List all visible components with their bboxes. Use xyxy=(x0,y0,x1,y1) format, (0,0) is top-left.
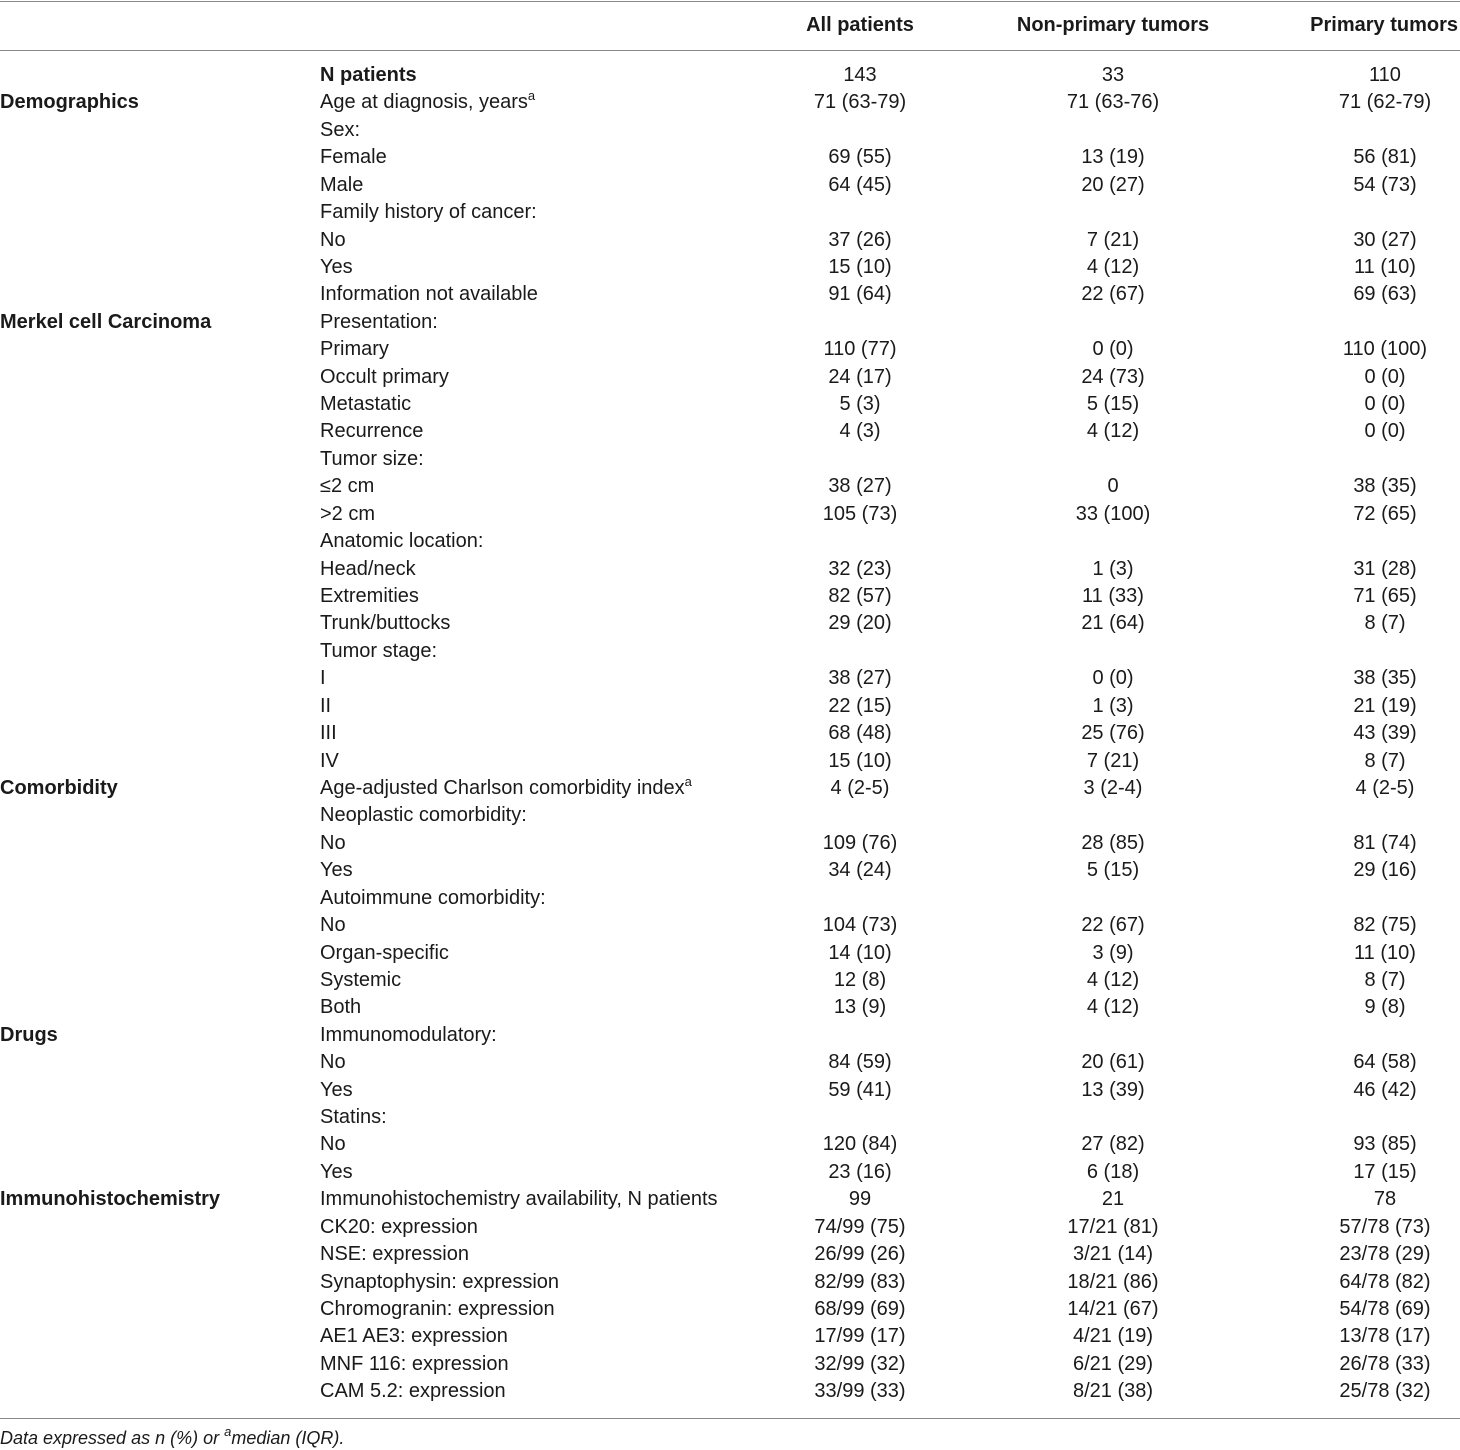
table-row xyxy=(0,748,1460,775)
cell-non-primary: 1 (3) xyxy=(1092,694,1134,717)
cell-all-patients: 82/99 (83) xyxy=(814,1270,906,1293)
row-label-text: Synaptophysin: expression xyxy=(320,1270,560,1293)
cell-non-primary: 3 (9) xyxy=(1092,941,1134,964)
cell-primary: 26/78 (33) xyxy=(1339,1352,1431,1375)
cell-non-primary: 28 (85) xyxy=(1081,831,1145,854)
row-label xyxy=(320,309,438,336)
row-label xyxy=(320,364,449,391)
cell-non-primary: 71 (63-76) xyxy=(1066,91,1160,114)
row-label-text: No xyxy=(320,831,346,854)
table-row xyxy=(0,1077,1460,1104)
cell-all-patients: 26/99 (26) xyxy=(814,1243,906,1266)
table-row xyxy=(0,940,1460,967)
cell-primary: 64 (58) xyxy=(1353,1051,1417,1074)
cell-non-primary: 20 (61) xyxy=(1081,1051,1145,1074)
cell-primary: 23/78 (29) xyxy=(1339,1243,1431,1266)
table-row xyxy=(0,199,1460,226)
cell-primary: 38 (35) xyxy=(1353,667,1417,690)
cell-primary: 82 (75) xyxy=(1353,914,1417,937)
table-row xyxy=(0,336,1460,363)
row-label xyxy=(320,1241,469,1268)
table-row xyxy=(0,1131,1460,1158)
table-row xyxy=(0,583,1460,610)
table-row xyxy=(0,1049,1460,1076)
footnote-superscript: a xyxy=(224,1424,232,1439)
row-label-text: Yes xyxy=(320,255,353,278)
cell-all-patients: 99 xyxy=(848,1188,872,1211)
cell-primary: 25/78 (32) xyxy=(1339,1380,1431,1403)
cell-non-primary: 0 (0) xyxy=(1092,338,1134,361)
cell-non-primary: 22 (67) xyxy=(1081,914,1145,937)
table-row xyxy=(0,172,1460,199)
cell-all-patients: 29 (20) xyxy=(828,612,892,635)
row-label-text: N patients xyxy=(320,64,417,86)
cell-non-primary: 17/21 (81) xyxy=(1067,1215,1159,1238)
table-row xyxy=(0,775,1460,802)
row-label xyxy=(320,473,374,500)
row-label xyxy=(320,1214,478,1241)
cell-non-primary: 6 (18) xyxy=(1086,1160,1140,1183)
table-row xyxy=(0,1296,1460,1323)
row-label-text: III xyxy=(320,722,337,745)
row-label xyxy=(320,912,346,939)
cell-all-patients: 64 (45) xyxy=(828,173,892,196)
row-label-text: Neoplastic comorbidity: xyxy=(320,804,527,827)
cell-all-patients: 4 (2-5) xyxy=(830,776,890,799)
cell-non-primary: 20 (27) xyxy=(1081,173,1145,196)
row-label xyxy=(320,336,389,363)
cell-non-primary: 3/21 (14) xyxy=(1072,1243,1154,1266)
cell-non-primary: 21 (64) xyxy=(1081,612,1145,635)
cell-all-patients: 120 (84) xyxy=(822,1133,898,1156)
cell-all-patients: 71 (63-79) xyxy=(813,91,907,114)
row-label-text: >2 cm xyxy=(320,502,376,525)
header-all-patients: All patients xyxy=(806,14,914,36)
cell-primary: 57/78 (73) xyxy=(1339,1215,1431,1238)
cell-non-primary: 7 (21) xyxy=(1086,749,1140,772)
cell-non-primary: 22 (67) xyxy=(1081,283,1145,306)
row-label-text: Tumor stage: xyxy=(320,639,438,662)
row-label-text: Organ-specific xyxy=(320,941,449,964)
cell-primary: 0 (0) xyxy=(1364,393,1406,416)
table-row xyxy=(0,446,1460,473)
cell-primary: 69 (63) xyxy=(1353,283,1417,306)
table-row xyxy=(0,1351,1460,1378)
row-label xyxy=(320,281,538,308)
row-label-text: Both xyxy=(320,996,362,1019)
row-label xyxy=(320,1131,346,1158)
row-label-text: No xyxy=(320,228,346,251)
cell-primary: 17 (15) xyxy=(1353,1160,1417,1183)
table-row xyxy=(0,1378,1460,1405)
row-label xyxy=(320,1022,497,1049)
table-row xyxy=(0,501,1460,528)
row-label-text: Anatomic location: xyxy=(320,530,484,553)
row-label-text: Presentation: xyxy=(320,310,438,333)
row-label xyxy=(320,775,692,802)
cell-all-patients: 91 (64) xyxy=(828,283,892,306)
cell-non-primary: 25 (76) xyxy=(1081,722,1145,745)
cell-primary: 11 (10) xyxy=(1354,941,1416,964)
cell-non-primary: 18/21 (86) xyxy=(1067,1270,1159,1293)
table-row xyxy=(0,62,1460,89)
cell-primary: 81 (74) xyxy=(1353,831,1417,854)
table-row xyxy=(0,638,1460,665)
header-primary-tumors: Primary tumors xyxy=(1310,14,1458,36)
cell-all-patients: 110 (77) xyxy=(823,338,897,361)
table-row xyxy=(0,144,1460,171)
cell-non-primary: 11 (33) xyxy=(1082,585,1144,608)
table-row xyxy=(0,473,1460,500)
row-label-text: Yes xyxy=(320,1078,353,1101)
cell-non-primary: 3 (2-4) xyxy=(1083,776,1143,799)
row-label xyxy=(320,665,326,692)
table-row xyxy=(0,1241,1460,1268)
row-label xyxy=(320,418,423,445)
section-label: Comorbidity xyxy=(0,776,118,799)
cell-all-patients: 33/99 (33) xyxy=(814,1380,906,1403)
row-label xyxy=(320,940,449,967)
table-row xyxy=(0,802,1460,829)
row-label xyxy=(320,556,416,583)
cell-non-primary: 13 (19) xyxy=(1081,146,1145,169)
row-label-text: No xyxy=(320,1051,346,1074)
row-label-text: Extremities xyxy=(320,585,419,608)
cell-primary: 11 (10) xyxy=(1354,255,1416,278)
row-label xyxy=(320,1186,718,1213)
cell-non-primary: 21 xyxy=(1101,1188,1125,1211)
table-row xyxy=(0,254,1460,281)
cell-primary: 43 (39) xyxy=(1353,722,1417,745)
table-row xyxy=(0,1214,1460,1241)
table-footnote xyxy=(0,1424,345,1449)
row-label-text: NSE: expression xyxy=(320,1243,469,1266)
cell-non-primary: 13 (39) xyxy=(1081,1078,1145,1101)
table-row xyxy=(0,610,1460,637)
cell-all-patients: 82 (57) xyxy=(828,585,892,608)
row-label-superscript: a xyxy=(527,88,536,104)
row-label xyxy=(320,254,353,281)
table-row xyxy=(0,967,1460,994)
cell-all-patients: 4 (3) xyxy=(839,420,881,443)
cell-non-primary: 4 (12) xyxy=(1086,996,1140,1019)
table-header-rule xyxy=(0,50,1460,51)
cell-non-primary: 27 (82) xyxy=(1081,1133,1145,1156)
row-label xyxy=(320,720,337,747)
table-row xyxy=(0,309,1460,336)
cell-primary: 8 (7) xyxy=(1364,968,1406,991)
cell-all-patients: 34 (24) xyxy=(828,859,892,882)
cell-all-patients: 37 (26) xyxy=(828,228,892,251)
cell-primary: 72 (65) xyxy=(1353,502,1417,525)
row-label-text: Age at diagnosis, years xyxy=(320,91,528,114)
row-label-text: Immunomodulatory: xyxy=(320,1023,497,1046)
row-label xyxy=(320,446,424,473)
cell-primary: 13/78 (17) xyxy=(1339,1325,1431,1348)
cell-all-patients: 84 (59) xyxy=(828,1051,892,1074)
table-row xyxy=(0,857,1460,884)
cell-non-primary: 24 (73) xyxy=(1081,365,1145,388)
cell-all-patients: 68/99 (69) xyxy=(814,1297,906,1320)
row-label-superscript: a xyxy=(684,773,692,789)
table-row xyxy=(0,528,1460,555)
row-label-text: I xyxy=(320,667,326,690)
table-row xyxy=(0,1186,1460,1213)
cell-non-primary: 4/21 (19) xyxy=(1072,1325,1154,1348)
table-row xyxy=(0,364,1460,391)
row-label-text: Tumor size: xyxy=(320,447,424,470)
cell-non-primary: 7 (21) xyxy=(1086,228,1140,251)
table-row xyxy=(0,418,1460,445)
table-row xyxy=(0,830,1460,857)
cell-non-primary: 33 (100) xyxy=(1075,502,1151,525)
row-label-text: Trunk/buttocks xyxy=(320,612,451,635)
row-label-text: Yes xyxy=(320,859,353,882)
cell-primary: 110 (100) xyxy=(1342,338,1428,361)
cell-all-patients: 59 (41) xyxy=(828,1078,892,1101)
row-label xyxy=(320,89,535,116)
table-row xyxy=(0,281,1460,308)
footnote-suffix: median (IQR). xyxy=(231,1428,345,1448)
row-label xyxy=(320,967,401,994)
row-label xyxy=(320,1323,508,1350)
row-label xyxy=(320,994,361,1021)
row-label xyxy=(320,1049,346,1076)
cell-all-patients: 14 (10) xyxy=(828,941,892,964)
cell-primary: 46 (42) xyxy=(1353,1078,1417,1101)
row-label xyxy=(320,227,346,254)
row-label xyxy=(320,1378,506,1405)
cell-non-primary: 4 (12) xyxy=(1086,968,1140,991)
cell-all-patients: 23 (16) xyxy=(828,1160,892,1183)
row-label-text: Head/neck xyxy=(320,557,416,580)
cell-non-primary: 8/21 (38) xyxy=(1072,1380,1154,1403)
row-label-text: Yes xyxy=(320,1160,353,1183)
cell-all-patients: 38 (27) xyxy=(828,667,892,690)
row-label-text: Statins: xyxy=(320,1106,387,1129)
row-label xyxy=(320,199,537,226)
row-label-text: Sex: xyxy=(320,118,361,141)
table-row xyxy=(0,693,1460,720)
row-label xyxy=(320,144,387,171)
row-label xyxy=(320,1104,387,1131)
row-label xyxy=(320,62,417,89)
row-label-text: IV xyxy=(320,749,339,772)
row-label-text: Family history of cancer: xyxy=(320,201,537,224)
cell-primary: 30 (27) xyxy=(1353,228,1417,251)
cell-primary: 64/78 (82) xyxy=(1339,1270,1431,1293)
row-label-text: Occult primary xyxy=(320,365,449,388)
row-label xyxy=(320,638,437,665)
row-label xyxy=(320,501,375,528)
table-row xyxy=(0,665,1460,692)
row-label-text: Age-adjusted Charlson comorbidity index xyxy=(320,776,685,799)
row-label xyxy=(320,610,450,637)
row-label-text: Recurrence xyxy=(320,420,424,443)
table-row xyxy=(0,117,1460,144)
row-label xyxy=(320,583,419,610)
cell-non-primary: 33 xyxy=(1101,64,1125,86)
table-row xyxy=(0,1159,1460,1186)
row-label xyxy=(320,857,353,884)
cell-primary: 4 (2-5) xyxy=(1355,776,1415,799)
footnote-prefix: Data expressed as n (%) or xyxy=(0,1428,225,1448)
cell-all-patients: 15 (10) xyxy=(828,255,892,278)
cell-all-patients: 24 (17) xyxy=(828,365,892,388)
cell-primary: 54 (73) xyxy=(1353,173,1417,196)
cell-all-patients: 5 (3) xyxy=(839,393,881,416)
cell-all-patients: 104 (73) xyxy=(822,914,898,937)
section-label: Immunohistochemistry xyxy=(0,1188,221,1211)
row-label xyxy=(320,1159,353,1186)
table-row xyxy=(0,391,1460,418)
row-label-text: No xyxy=(320,1133,346,1156)
cell-primary: 78 xyxy=(1373,1188,1397,1211)
cell-all-patients: 74/99 (75) xyxy=(814,1215,906,1238)
cell-non-primary: 0 xyxy=(1107,475,1119,498)
cell-all-patients: 32 (23) xyxy=(828,557,892,580)
cell-primary: 8 (7) xyxy=(1364,612,1406,635)
row-label xyxy=(320,1351,509,1378)
cell-primary: 8 (7) xyxy=(1364,749,1406,772)
row-label xyxy=(320,1077,353,1104)
row-label xyxy=(320,1269,559,1296)
table-row xyxy=(0,1323,1460,1350)
row-label-text: Female xyxy=(320,146,387,169)
row-label xyxy=(320,172,363,199)
header-non-primary-tumors: Non-primary tumors xyxy=(1016,14,1210,36)
cell-non-primary: 1 (3) xyxy=(1092,557,1134,580)
row-label-text: No xyxy=(320,914,346,937)
row-label xyxy=(320,391,411,418)
table-row xyxy=(0,1269,1460,1296)
table-row xyxy=(0,994,1460,1021)
cell-all-patients: 68 (48) xyxy=(828,722,892,745)
cell-all-patients: 32/99 (32) xyxy=(814,1352,906,1375)
table-row xyxy=(0,556,1460,583)
table-row xyxy=(0,720,1460,747)
table-row xyxy=(0,89,1460,116)
cell-all-patients: 109 (76) xyxy=(822,831,898,854)
section-label: Merkel cell Carcinoma xyxy=(0,310,212,333)
row-label-text: CAM 5.2: expression xyxy=(320,1380,506,1403)
cell-non-primary: 0 (0) xyxy=(1092,667,1134,690)
cell-primary: 110 xyxy=(1369,64,1401,86)
row-label xyxy=(320,748,339,775)
table-row xyxy=(0,227,1460,254)
cell-all-patients: 143 xyxy=(843,64,877,86)
row-label-text: II xyxy=(320,694,332,717)
row-label-text: Systemic xyxy=(320,968,402,991)
table-body xyxy=(0,62,1460,1406)
row-label xyxy=(320,1296,555,1323)
row-label-text: Immunohistochemistry availability, N patients xyxy=(320,1188,718,1211)
row-label xyxy=(320,830,346,857)
table-bottom-rule xyxy=(0,1418,1460,1419)
row-label xyxy=(320,802,527,829)
row-label xyxy=(320,693,331,720)
row-label-text: Chromogranin: expression xyxy=(320,1297,555,1320)
cell-non-primary: 14/21 (67) xyxy=(1067,1297,1159,1320)
row-label-text: Metastatic xyxy=(320,393,412,416)
cell-all-patients: 22 (15) xyxy=(828,694,892,717)
table-top-rule xyxy=(0,1,1460,2)
cell-primary: 93 (85) xyxy=(1353,1133,1417,1156)
cell-non-primary: 4 (12) xyxy=(1086,255,1140,278)
cell-primary: 0 (0) xyxy=(1364,365,1406,388)
cell-primary: 71 (65) xyxy=(1353,585,1417,608)
cell-primary: 71 (62-79) xyxy=(1338,91,1432,114)
row-label xyxy=(320,117,360,144)
table-row xyxy=(0,885,1460,912)
cell-all-patients: 17/99 (17) xyxy=(814,1325,906,1348)
cell-non-primary: 5 (15) xyxy=(1086,859,1140,882)
cell-primary: 9 (8) xyxy=(1364,996,1406,1019)
cell-all-patients: 12 (8) xyxy=(833,968,887,991)
cell-primary: 31 (28) xyxy=(1353,557,1417,580)
cell-all-patients: 13 (9) xyxy=(833,996,887,1019)
cell-non-primary: 4 (12) xyxy=(1086,420,1140,443)
cell-all-patients: 38 (27) xyxy=(828,475,892,498)
cell-primary: 56 (81) xyxy=(1353,146,1417,169)
section-label: Drugs xyxy=(0,1023,58,1046)
cell-all-patients: 69 (55) xyxy=(828,146,892,169)
table-row xyxy=(0,1104,1460,1131)
cell-primary: 38 (35) xyxy=(1353,475,1417,498)
row-label-text: AE1 AE3: expression xyxy=(320,1325,508,1348)
section-label: Demographics xyxy=(0,91,139,114)
cell-primary: 0 (0) xyxy=(1364,420,1406,443)
cell-primary: 21 (19) xyxy=(1353,694,1417,717)
table-row xyxy=(0,1022,1460,1049)
cell-all-patients: 15 (10) xyxy=(828,749,892,772)
table-row xyxy=(0,912,1460,939)
row-label-text: Information not available xyxy=(320,283,538,306)
row-label xyxy=(320,528,483,555)
cell-all-patients: 105 (73) xyxy=(822,502,898,525)
row-label-text: Male xyxy=(320,173,364,196)
row-label-text: MNF 116: expression xyxy=(320,1352,509,1375)
row-label-text: CK20: expression xyxy=(320,1215,478,1238)
cell-primary: 29 (16) xyxy=(1353,859,1417,882)
row-label-text: Autoimmune comorbidity: xyxy=(320,886,546,909)
row-label-text: ≤2 cm xyxy=(320,475,375,498)
row-label xyxy=(320,885,546,912)
cell-non-primary: 5 (15) xyxy=(1086,393,1140,416)
row-label-text: Primary xyxy=(320,338,389,361)
cell-primary: 54/78 (69) xyxy=(1339,1297,1431,1320)
cell-non-primary: 6/21 (29) xyxy=(1072,1352,1154,1375)
